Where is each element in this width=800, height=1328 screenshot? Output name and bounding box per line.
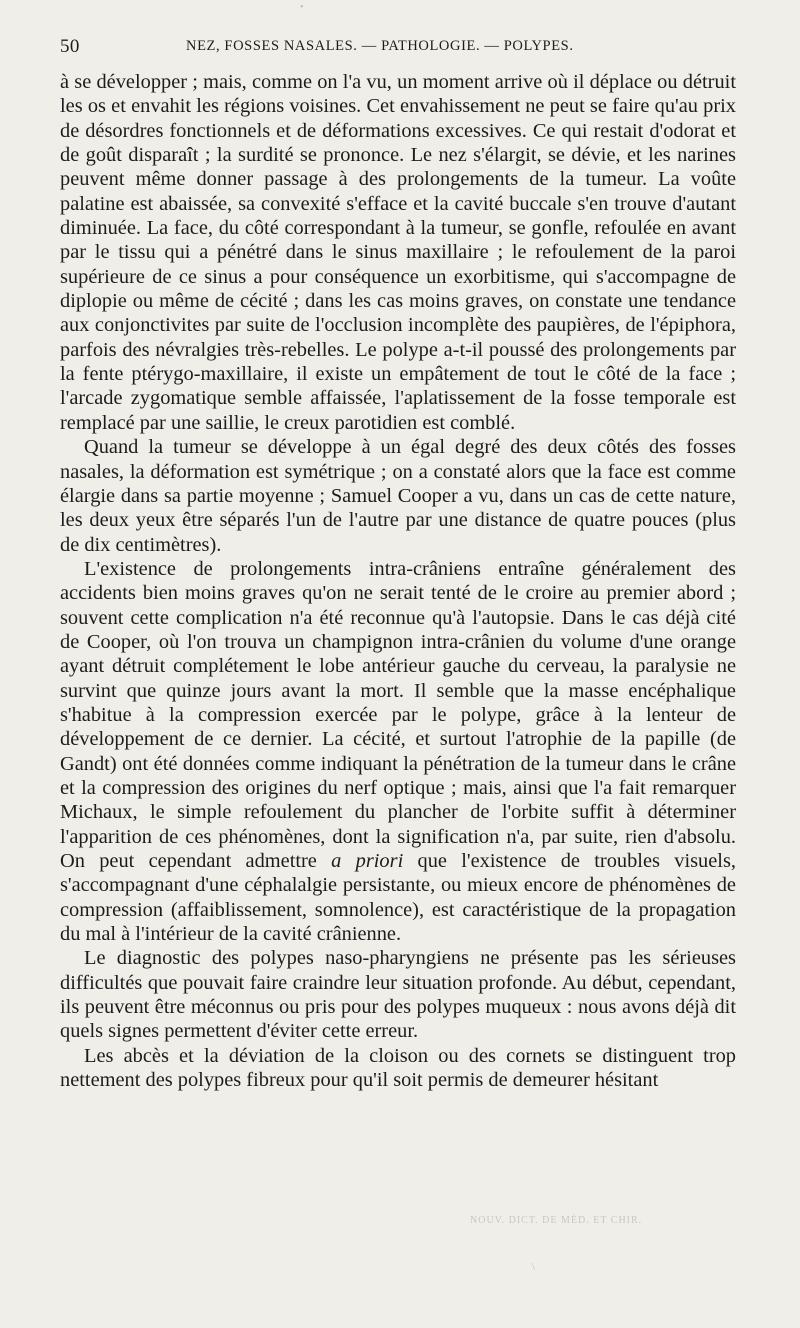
paragraph-3 (60, 557, 736, 947)
paragraph-3-text-after: que l'existence de troubles visuels, s'accompagnant d'une céphalalgie persistante, ou mieux encore de phénomènes de compression (affaiblissement, somnolence), est caractéristique de la propagation du mal à l'intérieur de la cavité crânienne. (60, 850, 736, 946)
running-head: NEZ, FOSSES NASALES. — PATHOLOGIE. — POLYPES. (186, 38, 574, 54)
paragraph-2: Quand la tumeur se développe à un égal degré des deux côtés des fosses nasales, la déformation est symétrique ; on a constaté alors que la face est comme élargie dans sa partie moyenne ; Samuel Cooper a vu, dans un cas de cette nature, les deux yeux être séparés l'un de l'autre par une distance de quatre pouces (plus de dix centimètres). (60, 436, 736, 556)
paragraph-3-italic: a priori (331, 850, 404, 872)
body-text (60, 70, 736, 1092)
paragraph-5: Les abcès et la déviation de la cloison ou des cornets se distinguent trop nettement des polypes fibreux pour qu'il soit permis de demeurer hésitant (60, 1044, 736, 1092)
paragraph-3-text-before: L'existence de prolongements intra-crâniens entraîne généralement des accidents bien moins graves qu'on ne serait tenté de le croire au premier abord ; souvent cette complication n'a été reconnue qu'à l'autopsie. Dans le cas déjà cité de Cooper, où l'on trouva un champignon intra-crânien du volume d'une orange ayant détruit complétement le lobe antérieur gauche du cerveau, la paralysie ne survint que quinze jours avant la mort. Il semble que la masse encéphalique s'habitue à la compression exercée par le polype, grâce à la lenteur de développement de ce dernier. La cécité, et surtout l'atrophie de la papille (de Gandt) ont été données comme indiquant la pénétration de la tumeur dans le crâne et la compression des origines du nerf optique ; mais, ainsi que l'a fait remarquer Michaux, le simple refoulement du plancher de l'orbite suffit à déterminer l'apparition de ces phénomènes, dont la signification n'a, par suite, rien d'absolu. On peut cependant admettre (60, 557, 736, 872)
paper-speck: \ (532, 1262, 535, 1273)
show-through-text: NOUV. DICT. DE MÉD. ET CHIR. (470, 1215, 643, 1226)
paper-speck: • (300, 2, 304, 13)
paragraph-4: Le diagnostic des polypes naso-pharyngiens ne présente pas les sérieuses difficultés que pouvait faire craindre leur situation profonde. Au début, cependant, ils peuvent être méconnus ou pris pour des polypes muqueux : nous avons déjà dit quels signes permettent d'éviter cette erreur. (60, 947, 736, 1043)
paragraph-1: à se développer ; mais, comme on l'a vu, un moment arrive où il déplace ou détruit les os et envahit les régions voisines. Cet envahissement ne peut se faire qu'au prix de désordres fonctionnels et de déformations excessives. Ce qui restait d'odorat et de goût disparaît ; la surdité se prononce. Le nez s'élargit, se dévie, et les narines peuvent même donner passage à des prolongements de la tumeur. La voûte palatine est abaissée, sa convexité s'efface et la cavité buccale s'en trouve d'autant diminuée. La face, du côté correspondant à la tumeur, se gonfle, refoulée en avant par le tissu qui a pénétré dans le sinus maxillaire ; le refoulement de la paroi supérieure de ce sinus a pour conséquence un exorbitisme, qui s'accompagne de diplopie ou même de cécité ; dans les cas moins graves, on constate une tendance aux conjonctivites par suite de l'occlusion incomplète des paupières, de l'épiphora, parfois des névralgies très-rebelles. Le polype a-t-il poussé des prolongements par la fente ptérygo-maxillaire, il existe un empâtement de tout le côté de la face ; l'arcade zygomatique semble affaissée, l'aplatissement de la fosse temporale est remplacé par une saillie, le creux parotidien est comblé. (60, 71, 736, 434)
page-number: 50 (60, 36, 80, 57)
page-header (60, 36, 736, 62)
